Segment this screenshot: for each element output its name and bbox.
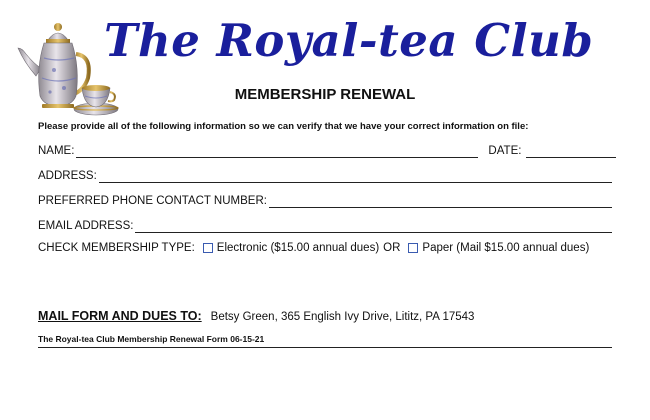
paper-checkbox[interactable] (408, 243, 418, 253)
date-field[interactable] (526, 146, 616, 158)
form-footer: The Royal-tea Club Membership Renewal Form 06-15-21 (38, 334, 612, 348)
phone-field[interactable] (269, 196, 612, 208)
form-heading-text: MEMBERSHIP RENEWAL (234, 86, 416, 103)
mail-label: MAIL FORM AND DUES TO: (38, 309, 202, 323)
electronic-option-label: Electronic ($15.00 annual dues) (216, 242, 380, 254)
date-label: DATE: (488, 145, 522, 157)
mail-address: Betsy Green, 365 English Ivy Drive, Lititz, PA 17543 (210, 311, 475, 323)
electronic-checkbox[interactable] (203, 243, 213, 253)
phone-row (38, 192, 612, 208)
paper-option-label: Paper (Mail $15.00 annual dues) (422, 242, 590, 254)
mail-row (38, 309, 474, 323)
address-field[interactable] (99, 171, 612, 183)
or-text: OR (383, 242, 401, 254)
membership-type-label: CHECK MEMBERSHIP TYPE: (38, 242, 195, 254)
instructions-text: Please provide all of the following information so we can verify that we have your correct information on file: (38, 121, 529, 132)
name-field[interactable] (76, 146, 478, 158)
address-label: ADDRESS: (38, 170, 97, 182)
club-title: The Royal-tea Club (104, 14, 594, 67)
email-row (38, 217, 612, 233)
form-heading (0, 86, 650, 103)
name-label: NAME: (38, 145, 75, 157)
membership-type-row (38, 242, 589, 254)
phone-label: PREFERRED PHONE CONTACT NUMBER: (38, 195, 267, 207)
email-field[interactable] (135, 221, 612, 233)
name-date-row (38, 142, 612, 158)
address-row (38, 167, 612, 183)
email-label: EMAIL ADDRESS: (38, 220, 134, 232)
